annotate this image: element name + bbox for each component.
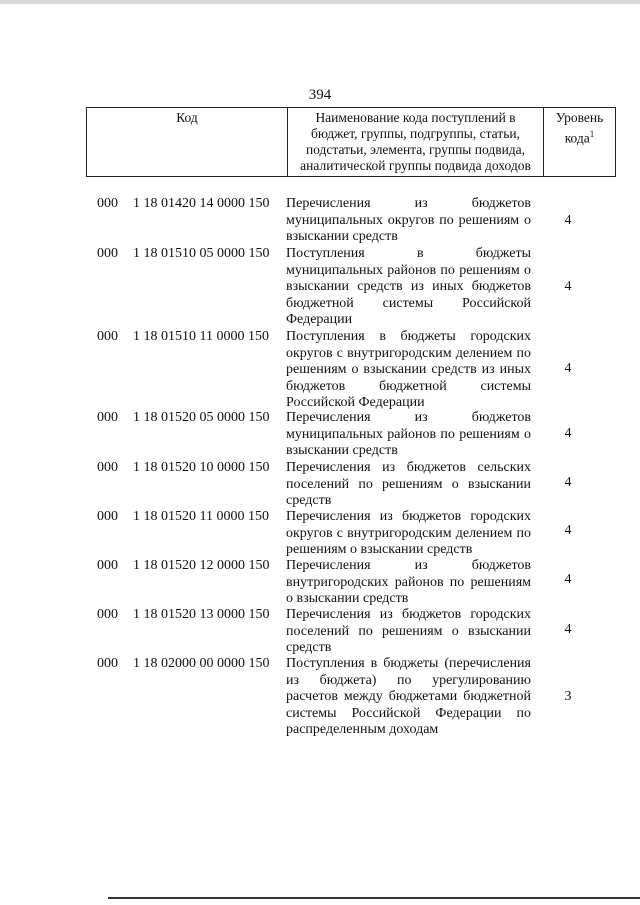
row-description: Перечисления из бюджетов внутригородских районов по решениям о взыскании средств: [286, 558, 531, 607]
row-description: Перечисления из бюджетов муниципальных округов по решениям о взыскании средств: [286, 196, 531, 245]
row-income-code: 1 18 01510 11 0000 150: [133, 329, 269, 344]
header-level-label: Уровень кода: [555, 110, 604, 146]
scan-top-edge: [0, 0, 640, 4]
row-income-code: 1 18 01520 10 0000 150: [133, 460, 270, 475]
row-description: Поступления в бюджеты (перечисления из бюджета) по урегулированию расчетов между бюджетами бюджетной системы Российской Федерации по распределенным доходам: [286, 656, 531, 738]
row-level: 4: [564, 279, 572, 294]
header-level: [544, 108, 616, 177]
row-admin-code: 000: [97, 329, 118, 344]
row-description: Перечисления из бюджетов городских поселений по решениям о взыскании средств: [286, 607, 531, 656]
row-level: 4: [564, 426, 572, 441]
row-income-code: 1 18 01510 05 0000 150: [133, 246, 270, 261]
row-level: 4: [564, 213, 572, 228]
row-income-code: 1 18 01520 13 0000 150: [133, 607, 270, 622]
row-admin-code: 000: [97, 656, 118, 671]
header-name: Наименование кода поступлений в бюджет, группы, подгруппы, статьи, подстатьи, элемента, группы подвида, аналитической группы подвида доходов: [288, 108, 544, 177]
header-level-footnote: 1: [589, 129, 595, 139]
row-admin-code: 000: [97, 246, 118, 261]
row-description: Поступления в бюджеты муниципальных районов по решениям о взыскании средств из иных бюджетов бюджетной системы Российской Федерации: [286, 246, 531, 328]
page-number: 394: [308, 87, 332, 103]
header-code: Код: [87, 108, 288, 177]
row-income-code: 1 18 01520 11 0000 150: [133, 509, 269, 524]
row-admin-code: 000: [97, 196, 118, 211]
row-admin-code: 000: [97, 558, 118, 573]
table-header: [86, 107, 616, 177]
row-description: Поступления в бюджеты городских округов с внутригородским делением по решениям о взыскании средств из иных бюджетов бюджетной системы Российской Федерации: [286, 329, 531, 411]
row-level: 4: [564, 523, 572, 538]
row-admin-code: 000: [97, 460, 118, 475]
row-income-code: 1 18 01420 14 0000 150: [133, 196, 270, 211]
row-description: Перечисления из бюджетов муниципальных районов по решениям о взыскании средств: [286, 410, 531, 459]
row-description: Перечисления из бюджетов сельских поселений по решениям о взыскании средств: [286, 460, 531, 509]
row-level: 3: [564, 689, 572, 704]
row-level: 4: [564, 361, 572, 376]
row-admin-code: 000: [97, 410, 118, 425]
row-admin-code: 000: [97, 607, 118, 622]
scan-bottom-edge: [108, 897, 640, 899]
row-income-code: 1 18 01520 05 0000 150: [133, 410, 270, 425]
row-level: 4: [564, 572, 572, 587]
row-description: Перечисления из бюджетов городских округов с внутригородским делением по решениям о взыскании средств: [286, 509, 531, 558]
row-income-code: 1 18 01520 12 0000 150: [133, 558, 270, 573]
row-income-code: 1 18 02000 00 0000 150: [133, 656, 270, 671]
row-level: 4: [564, 622, 572, 637]
row-level: 4: [564, 475, 572, 490]
row-admin-code: 000: [97, 509, 118, 524]
